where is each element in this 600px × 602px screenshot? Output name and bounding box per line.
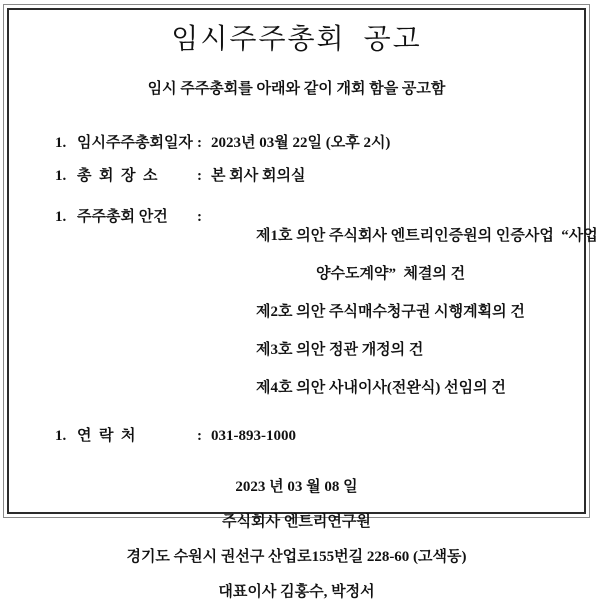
document-footer	[9, 478, 584, 602]
item-agenda	[55, 208, 598, 417]
notice-items	[55, 134, 598, 446]
agenda-item-1-continued: 양수도계약” 체결의 건	[316, 266, 466, 282]
item-label-agenda: 주주총회 안건	[77, 209, 168, 225]
item-value-meeting-date: 2023년 03월 22일 (오후 2시)	[211, 135, 391, 151]
item-label-contact: 연 락 처	[77, 428, 136, 444]
agenda-item-4: 제4호 의안 사내이사(전완식) 선임의 건	[256, 380, 506, 396]
agenda-item-3: 제3호 의안 정관 개정의 건	[256, 342, 424, 358]
item-number: 1.	[55, 135, 67, 151]
item-value-meeting-venue: 본 회사 회의실	[211, 168, 306, 184]
item-label-meeting-venue: 총 회 장 소	[77, 168, 158, 184]
item-contact	[55, 427, 584, 446]
document-subtitle: 임시 주주총회를 아래와 같이 개회 함을 공고함	[147, 81, 446, 97]
item-number: 1.	[55, 428, 67, 444]
agenda-lines	[211, 208, 598, 417]
item-separator: :	[197, 135, 202, 151]
company-name: 주식회사 엔트리연구원	[222, 514, 371, 530]
item-label-meeting-date: 임시주주총회일자	[77, 135, 193, 151]
item-meeting-venue	[55, 167, 584, 186]
item-separator: :	[197, 168, 202, 184]
agenda-item-2: 제2호 의안 주식매수청구권 시행계획의 건	[256, 304, 525, 320]
company-address: 경기도 수원시 권선구 산업로155번길 228-60 (고색동)	[126, 549, 467, 565]
document-title: 임시주주총회 공고	[171, 24, 422, 55]
document-outer-border	[3, 4, 598, 600]
representatives: 대표이사 김홍수, 박정서	[218, 584, 375, 600]
announcement-date: 2023 년 03 월 08 일	[235, 479, 358, 495]
item-value-contact-phone: 031-893-1000	[211, 428, 296, 444]
document-inner-border	[7, 8, 598, 600]
item-meeting-date	[55, 134, 584, 153]
agenda-item-1: 제1호 의안 주식회사 엔트리인증원의 인증사업 “사업	[256, 228, 598, 244]
item-separator: :	[197, 428, 202, 444]
item-separator: :	[197, 209, 202, 225]
item-number: 1.	[55, 168, 67, 184]
item-number: 1.	[55, 209, 67, 225]
